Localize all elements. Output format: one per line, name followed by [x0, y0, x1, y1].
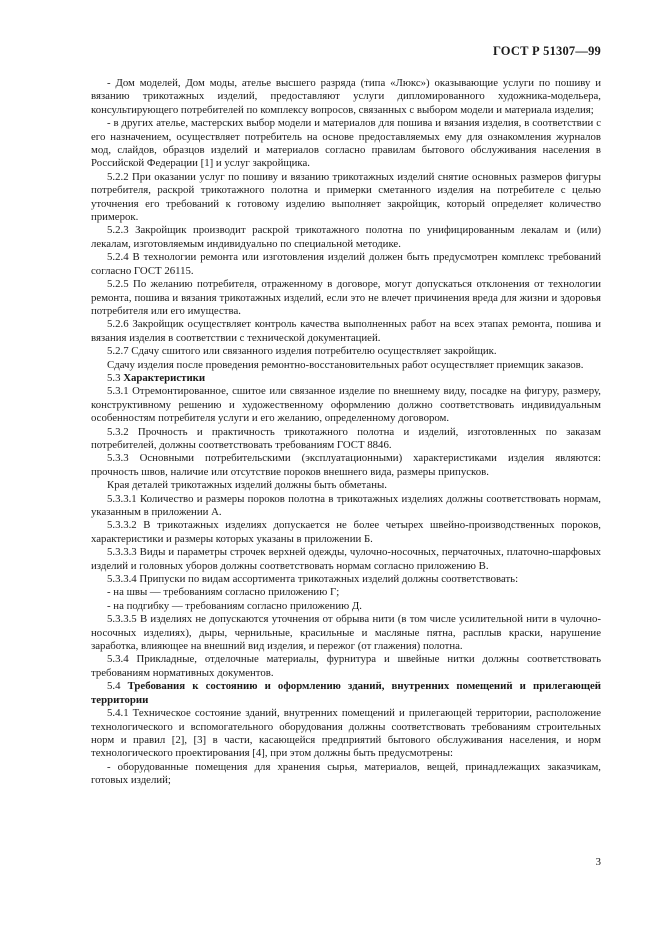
paragraph: Края деталей трикотажных изделий должны быть обметаны.	[107, 479, 387, 492]
paragraph: 5.3.4 Прикладные, отделочные материалы, фурнитура и швейные нитки должны соответствовать требованиям нормативных документов.	[91, 653, 601, 679]
page-number: 3	[595, 856, 601, 868]
paragraph: 5.3.3.5 В изделиях не допускаются уточнения от обрыва нити (в том числе усилительной нити в чулочно-носочных изделиях), дыры, чернильные, красильные и масляные пятна, расплыв краски, нарушение заработка, влияющее на внешний вид изделия, и пережог (от глажения) полотна.	[91, 613, 601, 653]
paragraph: 5.3.1 Отремонтированное, сшитое или связанное изделие по внешнему виду, посадке на фигуру, размеру, конструктивному решению и художественному оформлению должно соответствовать индивидуальным особенностям потребителя услуги и его желанию, определенному договором.	[91, 385, 601, 425]
paragraph: 5.3.3 Основными потребительскими (эксплуатационными) характеристиками изделия являются: прочность швов, наличие или отсутствие пороков внешнего вида, размеры припусков.	[91, 452, 601, 478]
paragraph: 5.2.2 При оказании услуг по пошиву и вязанию трикотажных изделий снятие основных размеров фигуры потребителя, раскрой трикотажного полотна и примерки сметанного изделия на потребителе с целью уточнения его требований к готовому изделию выполняет закройщик, который определяет количество примерок.	[91, 170, 601, 224]
section-number: 5.4	[107, 680, 128, 693]
paragraph: 5.2.3 Закройщик производит раскрой трикотажного полотна по унифицированным лекалам и (или) лекалам, изготовляемым индивидуально по специальной методике.	[91, 224, 601, 250]
paragraph: 5.3.2 Прочность и практичность трикотажного полотна и изделий, изготовленных по заказам потребителей, должны соответствовать требованиям ГОСТ 8846.	[91, 425, 601, 451]
paragraph: 5.3.3.2 В трикотажных изделиях допускается не более четырех швейно-производственных пороков, характеристики и размеры которых указаны в приложении Б.	[91, 519, 601, 545]
paragraph: 5.3.3.1 Количество и размеры пороков полотна в трикотажных изделиях должны соответствовать нормам, указанным в приложении А.	[91, 492, 601, 518]
paragraph: 5.2.6 Закройщик осуществляет контроль качества выполненных работ на всех этапах ремонта, пошива и вязания изделия в соответствии с технической документацией.	[91, 318, 601, 344]
paragraph: - Дом моделей, Дом моды, ателье высшего разряда (типа «Люкс») оказывающие услуги по пошиву и вязанию трикотажных изделий, предоставляют услуги дипломированного художника-модельера, консультирующего потребителей по комплексу вопросов, связанных с выбором модели и материала изделия;	[91, 77, 601, 116]
paragraph: 5.3.3.4 Припуски по видам ассортимента трикотажных изделий должны соответствовать:	[107, 573, 519, 586]
paragraph: 5.4.1 Техническое состояние зданий, внутренних помещений и прилегающей территории, расположение технологического и вспомогательного оборудования должны соответствовать требованиям строительных норм и правил [2], [3] в части, касающейся предприятий бытового обслуживания населения, и норм технологического проектирования [4], при этом должны быть предусмотрены:	[91, 707, 601, 760]
paragraph: 5.2.4 В технологии ремонта или изготовления изделий должен быть предусмотрен комплекс требований согласно ГОСТ 26115.	[91, 251, 601, 277]
list-item: - оборудованные помещения для хранения сырья, материалов, вещей, принадлежащих заказчикам, готовых изделий;	[91, 760, 601, 787]
section-heading-5-3	[91, 372, 601, 385]
document-header: ГОСТ Р 51307—99	[492, 44, 601, 58]
section-title: Характеристики	[123, 371, 206, 384]
document-body	[91, 77, 601, 788]
paragraph: 5.2.7 Сдачу сшитого или связанного изделия потребителю осуществляет закройщик.	[107, 345, 497, 358]
paragraph: Сдачу изделия после проведения ремонтно-восстановительных работ осуществляет приемщик заказов.	[107, 358, 584, 371]
paragraph: 5.2.5 По желанию потребителя, отраженному в договоре, могут допускаться отклонения от технологии ремонта, пошива и вязания трикотажных изделий, если это не влечет причинения вреда для жизни и здоровья потребителя или его имущества.	[91, 278, 601, 317]
paragraph: 5.3.3.3 Виды и параметры строчек верхней одежды, чулочно-носочных, перчаточных, платочно-шарфовых изделий и головных уборов должны соответствовать нормам согласно приложению В.	[91, 546, 601, 572]
section-heading-5-4	[91, 680, 601, 707]
paragraph: - в других ателье, мастерских выбор модели и материалов для пошива и вязания изделия, в соответствии с его назначением, осуществляет потребитель на основе предоставляемых ему для ознакомления журналов мод, слайдов, образцов изделий и материалов согласно правилам бытового обслуживания населения в Российской Федерации [1] и услуг закройщика.	[91, 117, 601, 170]
list-item: - на подгибку — требованиям согласно приложению Д.	[107, 599, 362, 612]
section-title: Требования к состоянию и оформлению зданий, внутренних помещений и прилегающей территории	[91, 680, 601, 706]
list-item: - на швы — требованиям согласно приложению Г;	[107, 586, 340, 599]
section-number: 5.3	[107, 371, 124, 384]
